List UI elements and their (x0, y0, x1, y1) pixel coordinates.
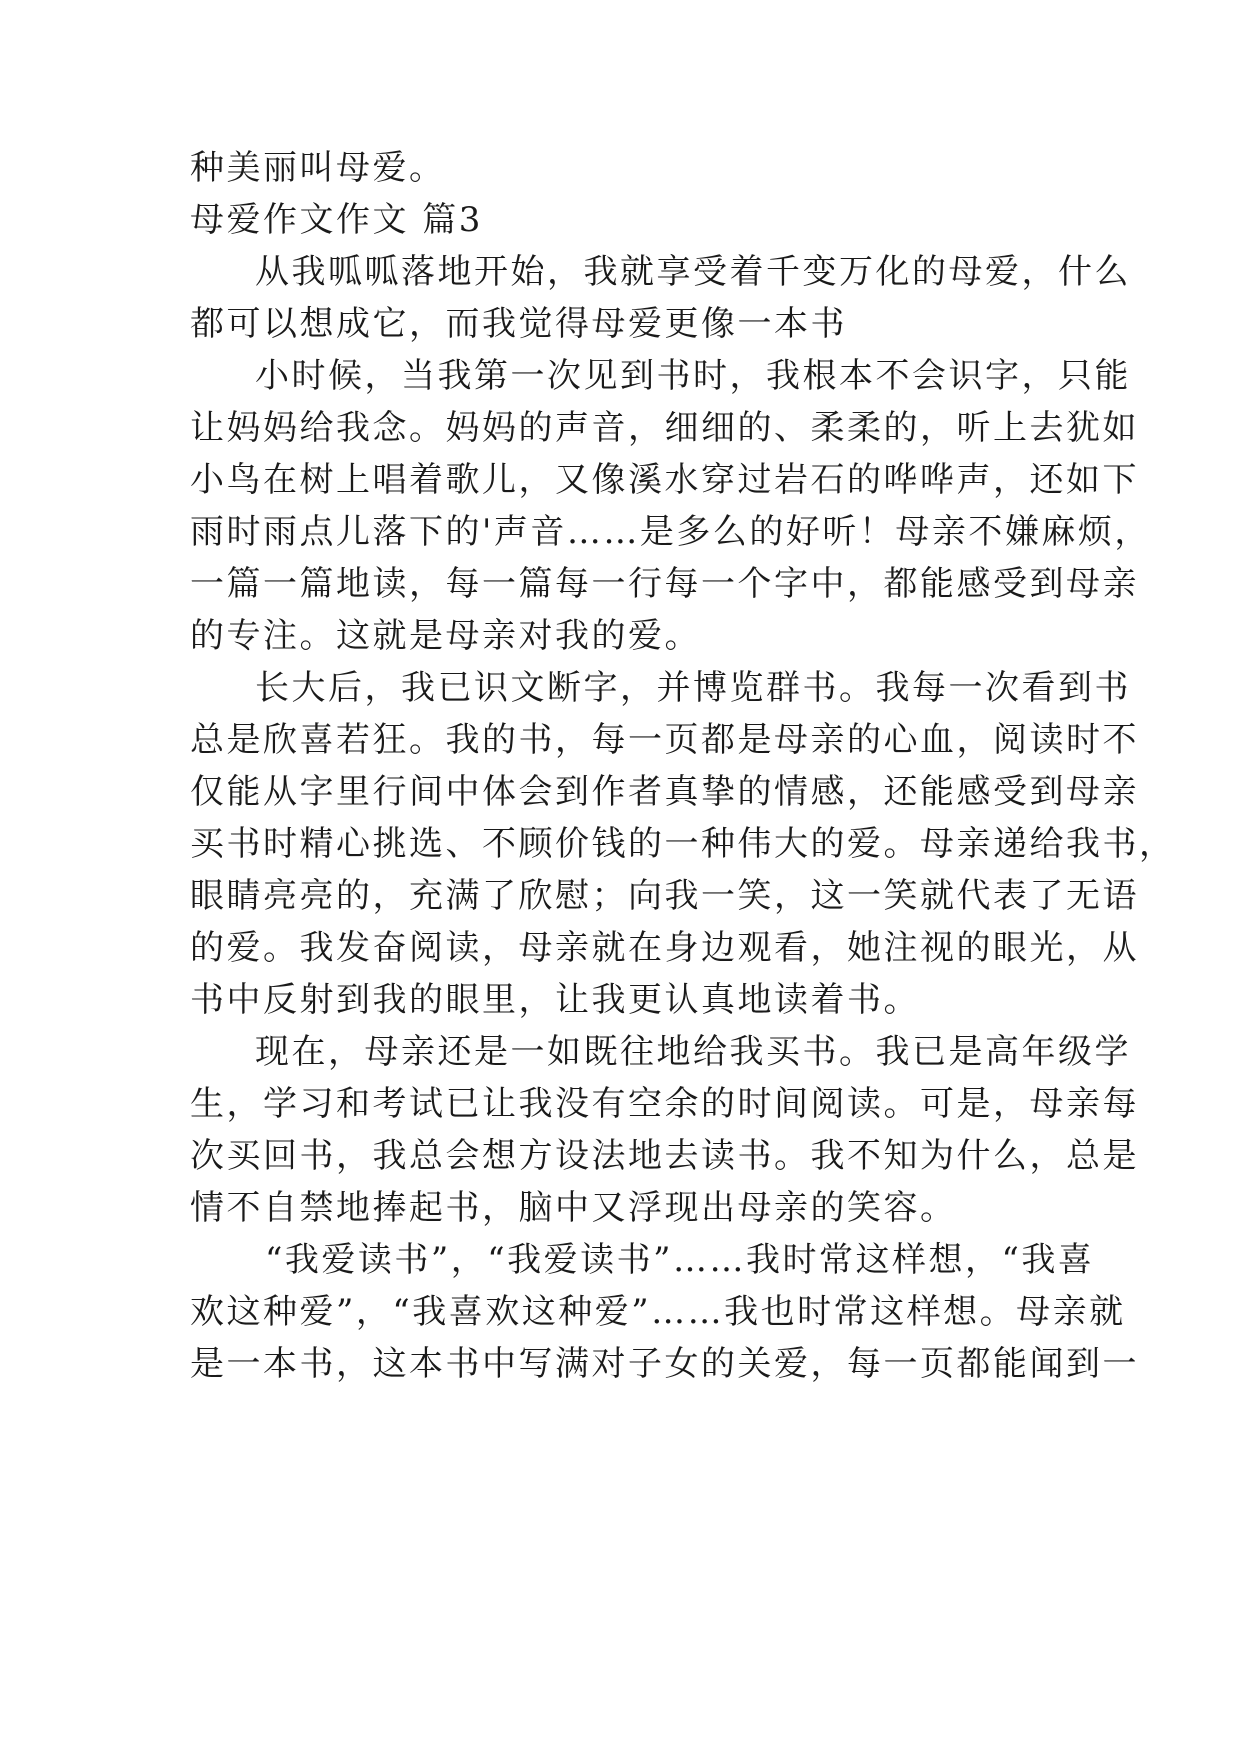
paragraph-5-line-3: 是一本书，这本书中写满对子女的关爱，每一页都能闻到一 (190, 1344, 1139, 1384)
section-heading: 母爱作文作文 篇3 (190, 200, 483, 240)
paragraph-3-line-2: 总是欣喜若狂。我的书，每一页都是母亲的心血，阅读时不 (190, 720, 1139, 760)
paragraph-2-line-6: 的专注。这就是母亲对我的爱。 (190, 616, 701, 656)
paragraph-3-line-1: 长大后，我已识文断字，并博览群书。我每一次看到书 (255, 668, 1131, 708)
paragraph-1-line-2: 都可以想成它，而我觉得母爱更像一本书 (190, 304, 847, 344)
paragraph-5-line-1: “我爱读书”，“我爱读书”……我时常这样想，“我喜 (265, 1240, 1095, 1280)
paragraph-1-line-1: 从我呱呱落地开始，我就享受着千变万化的母爱，什么 (255, 252, 1131, 292)
paragraph-3-line-4: 买书时精心挑选、不顾价钱的一种伟大的爱。母亲递给我书， (190, 824, 1176, 864)
paragraph-2-line-5: 一篇一篇地读，每一篇每一行每一个字中，都能感受到母亲 (190, 564, 1139, 604)
paragraph-4-line-3: 次买回书，我总会想方设法地去读书。我不知为什么，总是 (190, 1136, 1139, 1176)
paragraph-2-line-3: 小鸟在树上唱着歌儿，又像溪水穿过岩石的哗哗声，还如下 (190, 460, 1139, 500)
paragraph-3-line-3: 仅能从字里行间中体会到作者真挚的情感，还能感受到母亲 (190, 772, 1139, 812)
paragraph-2-line-2: 让妈妈给我念。妈妈的声音，细细的、柔柔的，听上去犹如 (190, 408, 1139, 448)
text-line-continuation: 种美丽叫母爱。 (190, 148, 446, 188)
paragraph-5-line-2: 欢这种爱”，“我喜欢这种爱”……我也时常这样想。母亲就 (190, 1292, 1126, 1332)
paragraph-4-line-1: 现在，母亲还是一如既往地给我买书。我已是高年级学 (255, 1032, 1131, 1072)
paragraph-3-line-5: 眼睛亮亮的，充满了欣慰；向我一笑，这一笑就代表了无语 (190, 876, 1139, 916)
paragraph-2-line-1: 小时候，当我第一次见到书时，我根本不会识字，只能 (255, 356, 1131, 396)
paragraph-2-line-4: 雨时雨点儿落下的'声音……是多么的好听！母亲不嫌麻烦， (190, 512, 1151, 552)
paragraph-3-line-7: 书中反射到我的眼里，让我更认真地读着书。 (190, 980, 920, 1020)
paragraph-4-line-4: 情不自禁地捧起书，脑中又浮现出母亲的笑容。 (190, 1188, 957, 1228)
paragraph-4-line-2: 生，学习和考试已让我没有空余的时间阅读。可是，母亲每 (190, 1084, 1139, 1124)
paragraph-3-line-6: 的爱。我发奋阅读，母亲就在身边观看，她注视的眼光，从 (190, 928, 1139, 968)
